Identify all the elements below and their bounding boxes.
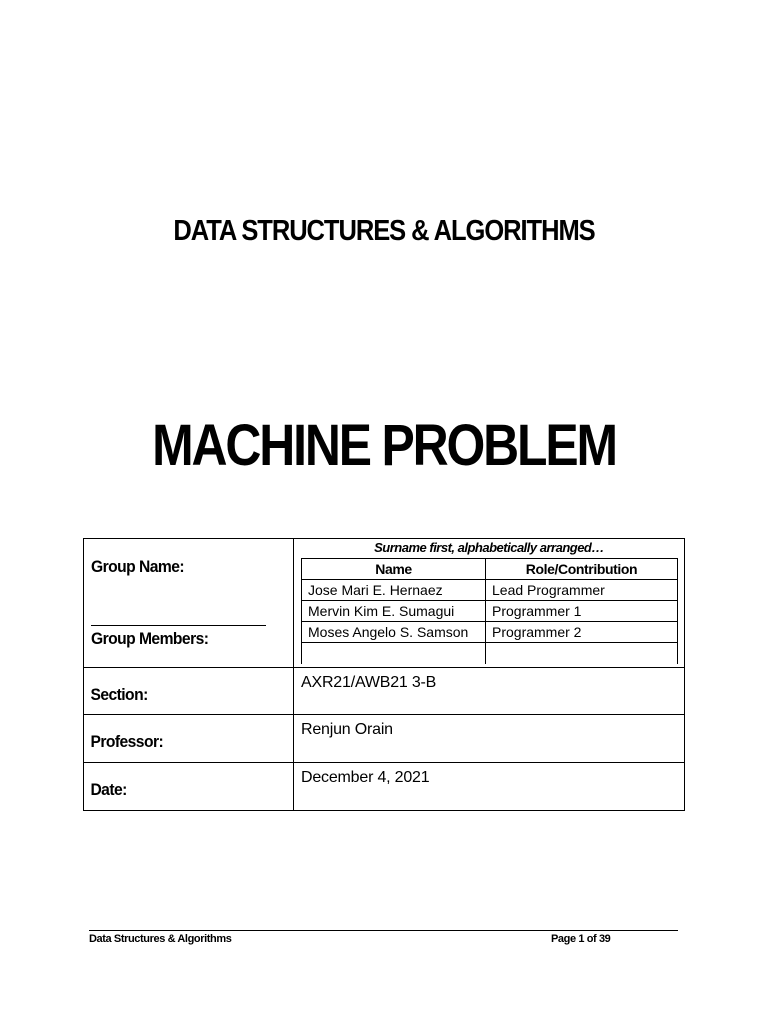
group-members-cell bbox=[294, 539, 685, 668]
page-title: MACHINE PROBLEM bbox=[152, 413, 616, 478]
table-row bbox=[302, 601, 678, 622]
professor-value-cell bbox=[294, 715, 685, 763]
professor-label: Professor: bbox=[90, 732, 164, 751]
professor-label-cell bbox=[84, 715, 294, 763]
member-name: Jose Mari E. Hernaez bbox=[302, 580, 486, 601]
footer-divider bbox=[89, 930, 678, 931]
professor-value: Renjun Orain bbox=[301, 721, 393, 738]
section-value-cell bbox=[294, 668, 685, 715]
date-label-cell bbox=[84, 763, 294, 811]
section-label-cell bbox=[84, 668, 294, 715]
date-value: December 4, 2021 bbox=[301, 769, 430, 786]
footer-page-number: Page 1 of 39 bbox=[551, 933, 611, 945]
table-row bbox=[302, 622, 678, 643]
course-title: DATA STRUCTURES & ALGORITHMS bbox=[173, 215, 595, 247]
table-row bbox=[302, 643, 678, 665]
footer-course-name: Data Structures & Algorithms bbox=[89, 933, 232, 945]
group-name-label: Group Name: bbox=[91, 557, 184, 576]
members-header-name: Name bbox=[302, 559, 486, 580]
members-header-role: Role/Contribution bbox=[486, 559, 678, 580]
member-role: Programmer 2 bbox=[486, 622, 678, 643]
member-name bbox=[302, 643, 486, 665]
group-info-table bbox=[83, 538, 685, 811]
member-role: Lead Programmer bbox=[486, 580, 678, 601]
member-role: Programmer 1 bbox=[486, 601, 678, 622]
group-name-blank-line bbox=[91, 625, 266, 626]
member-role bbox=[486, 643, 678, 665]
group-members-label: Group Members: bbox=[91, 629, 209, 648]
member-name: Mervin Kim E. Sumagui bbox=[302, 601, 486, 622]
group-label-cell bbox=[84, 539, 294, 668]
date-label: Date: bbox=[90, 780, 127, 799]
member-name: Moses Angelo S. Samson bbox=[302, 622, 486, 643]
table-row bbox=[302, 580, 678, 601]
members-table bbox=[301, 558, 678, 664]
date-value-cell bbox=[294, 763, 685, 811]
section-value: AXR21/AWB21 3-B bbox=[301, 674, 437, 691]
section-label: Section: bbox=[90, 685, 148, 704]
surname-note: Surname first, alphabetically arranged… bbox=[374, 540, 604, 555]
